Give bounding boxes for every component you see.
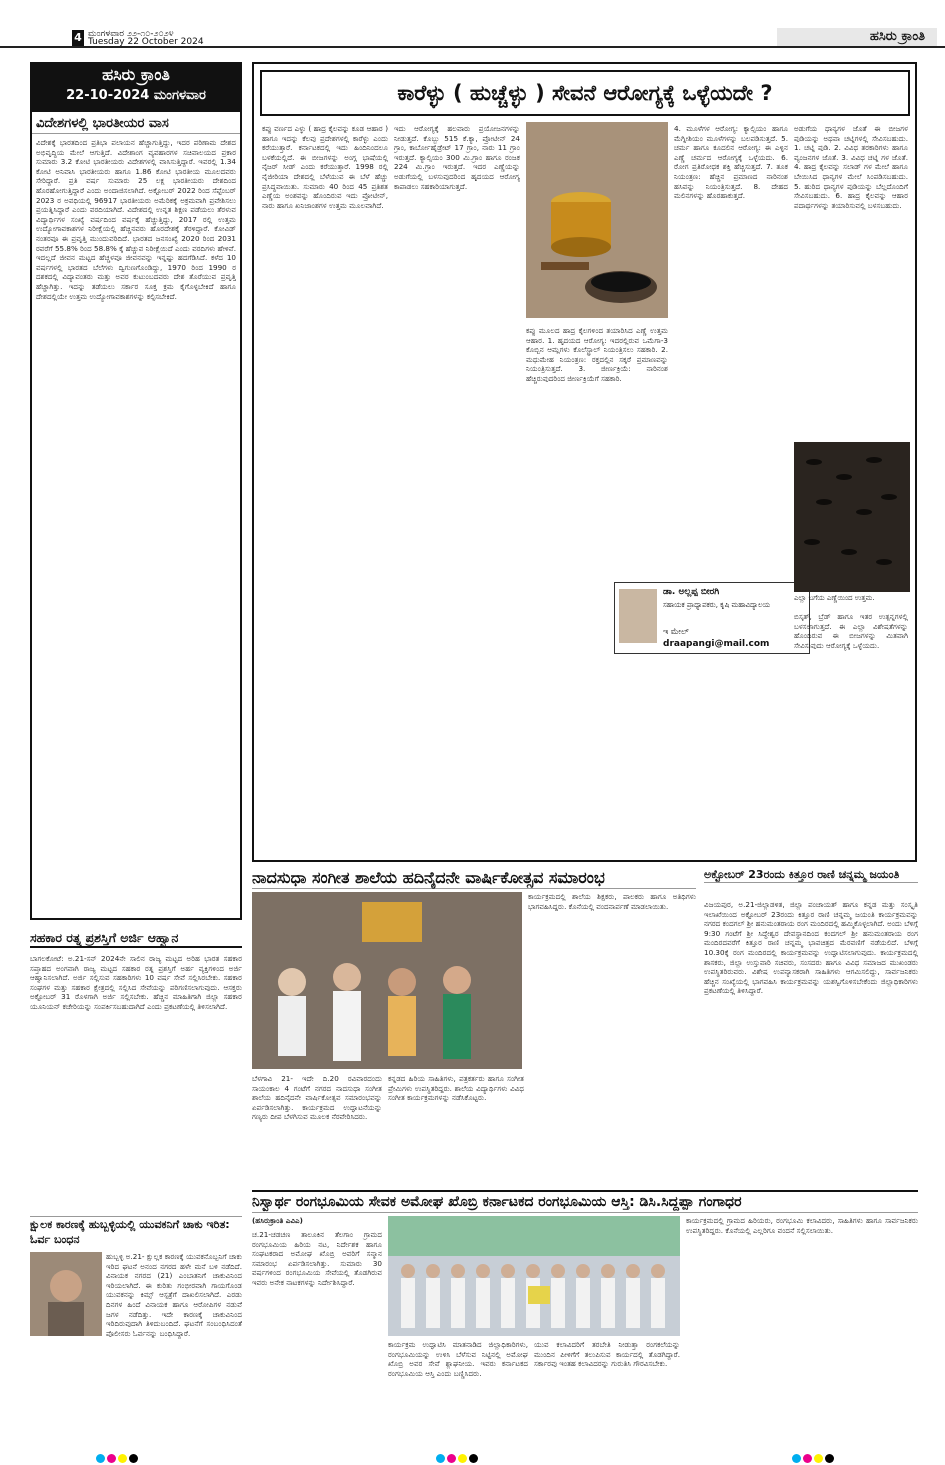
page-number: 4 [72, 30, 84, 46]
left-masthead [32, 64, 240, 112]
ranga-group-photo [388, 1216, 680, 1336]
ranga-dateline: (ಹಸಿರುಕ್ರಾಂತಿ ಎವಿಎ) [252, 1216, 303, 1225]
feature-col-3: ಕಪ್ಪು ಮೂಲದ ಹಾದ್ರ ಕೈಲಗಳಿಂದ ತಯಾರಿಸಿದ ಎಣ್ಣೆ ಉತ್ತಮ ಆಹಾರ. 1. ಹೃದಯದ ಆರೋಗ್ಯ: ಇದರಲ್ಲಿರುವ ಒಮೆಗಾ-3 ಕೊಬ್ಬಿನ ಆಮ್ಲಗಳು ಕೊಲೆಸ್ಟ್ರಾಲ್ ನಿಯಂತ್ರಿಸಲು ಸಹಕಾರಿ. 2. ಮಧುಮೇಹ ನಿಯಂತ್ರಣ: ರಕ್ತದಲ್ಲಿನ ಸಕ್ಕರೆ ಪ್ರಮಾಣವನ್ನು ನಿಯಂತ್ರಿಸುತ್ತದೆ. 3. ಜೀರ್ಣಕ್ರಿಯೆ: ನಾರಿನಂಶ ಹೆಚ್ಚಿರುವುದರಿಂದ ಜೀರ್ಣಕ್ರಿಯೆಗೆ ಸಹಕಾರಿ. [526, 326, 668, 383]
nada-headline: ನಾದಸುಧಾ ಸಂಗೀತ ಶಾಲೆಯ ಹದಿನೈದನೇ ವಾರ್ಷಿಕೋತ್ಸವ ಸಮಾರಂಭ [252, 868, 696, 889]
feature-article [252, 62, 917, 862]
date-english: Tuesday 22 October 2024 [88, 37, 204, 47]
oil-bowl-icon [526, 122, 668, 318]
author-name: ಡಾ. ಅಲ್ಲಪ್ಪ ಬೀರಗಿ [663, 587, 720, 597]
registration-marks-left [96, 1448, 140, 1458]
feature-headline: ಕಾರೆಳ್ಳು ( ಹುಚ್ಚೆಳ್ಳು ) ಸೇವನೆ ಆರೋಗ್ಯಕ್ಕೆ ಒಳ್ಳೆಯದೇ ? [260, 70, 910, 116]
left-masthead-date: 22-10-2024 ಮಂಗಳವಾರ [66, 88, 206, 103]
event-photo-icon [252, 892, 522, 1069]
feature-col-4: 4. ಮೂಳೆಗಳ ಆರೋಗ್ಯ: ಕ್ಯಾಲ್ಸಿಯಂ ಹಾಗೂ ಮೆಗ್ನೀಶಿಯಂ ಮೂಳೆಗಳನ್ನು ಬಲಪಡಿಸುತ್ತದೆ. 5. ಚರ್ಮ ಹಾಗೂ ಕೂದಲಿನ ಆರೋಗ್ಯ: ಈ ಎಳ್ಳಿನ ಎಣ್ಣೆ ಚರ್ಮದ ಆರೋಗ್ಯಕ್ಕೆ ಒಳ್ಳೆಯದು. 6. ರೋಗ ಪ್ರತಿರೋಧಕ ಶಕ್ತಿ ಹೆಚ್ಚಿಸುತ್ತದೆ. 7. ತೂಕ ನಿಯಂತ್ರಣ: ಹೆಚ್ಚಿನ ಪ್ರಮಾಣದ ನಾರಿನಂಶ ಹಸಿವನ್ನು ನಿಯಂತ್ರಿಸುತ್ತದೆ. 8. ದೇಹದ ಮಲಿನಗಳನ್ನು ಹೊರಹಾಕುತ್ತದೆ. [674, 124, 788, 201]
feature-col-1: ಕಪ್ಪು ವರ್ಣದ ಎಳ್ಳು ( ಹಾದ್ರ ಕೈಲವನ್ನು ಕೂಡ ಆಹಾರ ) ಹಾಗೂ ಇದನ್ನು ಕೆಲವು ಪ್ರದೇಶಗಳಲ್ಲಿ ಕಾರೆಳ್ಳು ಎಂದು ಕರೆಯುತ್ತಾರೆ. ಕರ್ನಾಟಕದಲ್ಲಿ ಇದು ಹಿಂದಿನಿಂದಲೂ ಬಳಕೆಯಲ್ಲಿದೆ. ಈ ಬೀಜಗಳನ್ನು ಅಂಗ್ಲ ಭಾಷೆಯಲ್ಲಿ ನೈಜರ್ ಸೀಡ್ ಎಂದು ಕರೆಯುತ್ತಾರೆ. 1998 ರಲ್ಲಿ ನೈಜೀರಿಯಾ ದೇಶದಲ್ಲಿ ಬೆಳೆಯುವ ಈ ಬೆಳೆ ಹೆಚ್ಚು ಪ್ರಸಿದ್ಧವಾಯಿತು. ಸುಮಾರು 40 ರಿಂದ 45 ಪ್ರತಿಶತ ಎಣ್ಣೆಯ ಅಂಶವನ್ನು ಹೊಂದಿರುವ ಇದು ಪ್ರೋಟೀನ್, ನಾರು ಹಾಗೂ ಖನಿಜಾಂಶಗಳ ಉತ್ತಮ ಮೂಲವಾಗಿದೆ. [262, 124, 388, 210]
masthead: ಹಸಿರು ಕ್ರಾಂತಿ [777, 28, 937, 46]
author-title: ಸಹಾಯಕ ಪ್ರಾಧ್ಯಾಪಕರು, ಕೃಷಿ ಮಹಾವಿದ್ಯಾಲಯ [663, 601, 771, 609]
black-seed-photo [794, 442, 910, 592]
page-header [0, 0, 945, 48]
nada-col-2: ಕನ್ನಡದ ಹಿರಿಯ ಸಾಹಿತಿಗಳು, ಪತ್ರಕರ್ತರು ಹಾಗೂ ಸಂಗೀತ ಪ್ರೇಮಿಗಳು ಉಪಸ್ಥಿತರಿದ್ದರು. ಶಾಲೆಯ ವಿದ್ಯಾರ್ಥಿಗಳು ವಿವಿಧ ಸಂಗೀತ ಕಾರ್ಯಕ್ರಮಗಳನ್ನು ನಡೆಸಿಕೊಟ್ಟರು. [388, 1074, 524, 1103]
oil-caption: ಎಲ್ಲಾ ಬಗೆಯ ಎಣ್ಣೆಯಿಂದ ಉತ್ತಮ. [794, 594, 875, 602]
sahakara-headline: ಸಹಕಾರ ರತ್ನ ಪ್ರಶಸ್ತಿಗೆ ಅರ್ಜಿ ಆಹ್ವಾನ [30, 930, 242, 948]
left-headline: ವಿದೇಶಗಳಲ್ಲಿ ಭಾರತೀಯರ ವಾಸ [32, 112, 240, 134]
person-photo-icon [30, 1252, 102, 1336]
chennamma-body: ವಿಜಯಪುರ, ಅ.21-ಜಿಲ್ಲಾಡಳಿತ, ಜಿಲ್ಲಾ ಪಂಚಾಯತ್ ಹಾಗೂ ಕನ್ನಡ ಮತ್ತು ಸಂಸ್ಕೃತಿ ಇಲಾಖೆಯಿಂದ ಅಕ್ಟೋಬರ್ 23ರಂದು ಕಿತ್ತೂರ ರಾಣಿ ಚನ್ನಮ್ಮ ಜಯಂತಿ ಕಾರ್ಯಕ್ರಮವನ್ನು ನಗರದ ಕಂದಗಲ್ ಶ್ರೀ ಹನುಮಂತರಾಯ ರಂಗ ಮಂದಿರದಲ್ಲಿ ಹಮ್ಮಿಕೊಳ್ಳಲಾಗಿದೆ. ಅಂದು ಬೆಳಿಗ್ಗೆ 9:30 ಗಂಟೆಗೆ ಶ್ರೀ ಸಿದ್ಧೇಶ್ವರ ದೇವಸ್ಥಾನದಿಂದ ಕಂದಗಲ್ ಶ್ರೀ ಹನುಮಂತರಾಯ ರಂಗ ಮಂದಿರದವರೆಗೆ ಕಿತ್ತೂರ ರಾಣಿ ಚನ್ನಮ್ಮ ಭಾವಚಿತ್ರದ ಮೆರವಣಿಗೆ ನಡೆಯಲಿದೆ. ಬೆಳಿಗ್ಗೆ 10.30ಕ್ಕೆ ರಂಗ ಮಂದಿರದಲ್ಲಿ ಕಾರ್ಯಕ್ರಮವನ್ನು ಉದ್ಘಾಟಿಸಲಾಗುವುದು. ಕಾರ್ಯಕ್ರಮದಲ್ಲಿ ಶಾಸಕರು, ಜಿಲ್ಲಾ ಉಸ್ತುವಾರಿ ಸಚಿವರು, ಸಂಸದರು ಹಾಗೂ ವಿವಿಧ ಸಮಾಜದ ಮುಖಂಡರು ಉಪಸ್ಥಿತರಿರುವರು. ವಿಶೇಷ ಉಪನ್ಯಾಸಕರಾಗಿ ಸಾಹಿತಿಗಳು ಆಗಮಿಸಲಿದ್ದು, ಸಾರ್ವಜನಿಕರು ಹೆಚ್ಚಿನ ಸಂಖ್ಯೆಯಲ್ಲಿ ಭಾಗವಹಿಸಿ ಕಾರ್ಯಕ್ರಮವನ್ನು ಯಶಸ್ವಿಗೊಳಿಸಬೇಕೆಂದು ಜಿಲ್ಲಾಧಿಕಾರಿಗಳು ಪ್ರಕಟಣೆಯಲ್ಲಿ ತಿಳಿಸಿದ್ದಾರೆ. [704, 900, 918, 996]
registration-marks-center [436, 1448, 480, 1458]
author-email: draapangi@mail.com [663, 639, 770, 649]
nada-col-1: ಬೆಳಗಾವಿ 21- ಇದೇ ದಿ.20 ರವಿವಾರದಂದು ಸಾಯಂಕಾಲ 4 ಗಂಟೆಗೆ ನಗರದ ನಾದಸುಧಾ ಸಂಗೀತ ಶಾಲೆಯ ಹದಿನೈದನೇ ವಾರ್ಷಿಕೋತ್ಸವ ಸಮಾರಂಭವನ್ನು ಏರ್ಪಡಿಸಲಾಗಿತ್ತು. ಕಾರ್ಯಕ್ರಮದ ಉದ್ಘಾಟನೆಯನ್ನು ಗಣ್ಯರು ದೀಪ ಬೆಳಗಿಸುವ ಮೂಲಕ ನೆರವೇರಿಸಿದರು. [252, 1074, 382, 1122]
ranga-headline: ನಿಸ್ವಾರ್ಥ ರಂಗಭೂಮಿಯ ಸೇವಕ ಅಮೋಘ ಖೊಬ್ರಿ ಕರ್ನಾಟಕದ ರಂಗಭೂಮಿಯ ಆಸ್ತಿ: ಡಿಸಿ.ಸಿದ್ದಪ್ಪಾ ಗಂಗಾಧರ [252, 1190, 918, 1213]
ranga-col-4: ಕಾರ್ಯಕ್ರಮದಲ್ಲಿ ಗ್ರಾಮದ ಹಿರಿಯರು, ರಂಗಭೂಮಿ ಕಲಾವಿದರು, ಸಾಹಿತಿಗಳು ಹಾಗೂ ಸಾರ್ವಜನಿಕರು ಉಪಸ್ಥಿತರಿದ್ದರು. ಕೊನೆಯಲ್ಲಿ ಎಲ್ಲರಿಗೂ ವಂದನೆ ಸಲ್ಲಿಸಲಾಯಿತು. [686, 1216, 918, 1235]
seeds-icon [794, 442, 910, 592]
nada-col-3: ಕಾರ್ಯಕ್ರಮದಲ್ಲಿ ಶಾಲೆಯ ಶಿಕ್ಷಕರು, ಪಾಲಕರು ಹಾಗೂ ಅತಿಥಿಗಳು ಭಾಗವಹಿಸಿದ್ದರು. ಕೊನೆಯಲ್ಲಿ ವಂದನಾರ್ಪಣೆ ಮಾಡಲಾಯಿತು. [528, 892, 696, 911]
ranga-col-3: ಯುವ ಕಲಾವಿದರಿಗೆ ತರಬೇತಿ ನೀಡುತ್ತಾ ರಂಗಕಲೆಯನ್ನು ಮುಂದಿನ ಪೀಳಿಗೆಗೆ ತಲುಪಿಸುವ ಕಾರ್ಯದಲ್ಲಿ ತೊಡಗಿದ್ದಾರೆ. ಸರ್ಕಾರವು ಇಂತಹ ಕಲಾವಿದರನ್ನು ಗುರುತಿಸಿ ಗೌರವಿಸಬೇಕು. [534, 1340, 680, 1369]
nada-photo [252, 892, 522, 1069]
left-masthead-title: ಹಸಿರು ಕ್ರಾಂತಿ [102, 65, 170, 84]
hubli-victim-photo [30, 1252, 102, 1336]
registration-marks-right [792, 1448, 836, 1458]
oil-bowl-photo [526, 122, 668, 318]
chennamma-headline: ಅಕ್ಟೋಬರ್ 23ರಂದು ಕಿತ್ತೂರ ರಾಣಿ ಚನ್ನಮ್ಮ ಜಯಂತಿ [704, 868, 918, 883]
left-article-body: ವಿದೇಶಕ್ಕೆ ಭಾರತದಿಂದ ಪ್ರತಿಭಾ ಪಲಾಯನ ಹೆಚ್ಚಾಗುತ್ತಿದ್ದು, ಇದರ ಪರಿಣಾಮ ದೇಶದ ಅಭಿವೃದ್ಧಿಯ ಮೇಲೆ ಆಗುತ್ತಿದೆ. ವಿದೇಶಾಂಗ ವ್ಯವಹಾರಗಳ ಸಚಿವಾಲಯದ ಪ್ರಕಾರ ಸುಮಾರು 3.2 ಕೋಟಿ ಭಾರತೀಯರು ವಿದೇಶಗಳಲ್ಲಿ ವಾಸಿಸುತ್ತಿದ್ದಾರೆ. ಇವರಲ್ಲಿ 1.34 ಕೋಟಿ ಅನಿವಾಸಿ ಭಾರತೀಯರು ಹಾಗೂ 1.86 ಕೋಟಿ ಭಾರತೀಯ ಮೂಲದವರು ಸೇರಿದ್ದಾರೆ. ಪ್ರತಿ ವರ್ಷ ಸುಮಾರು 25 ಲಕ್ಷ ಭಾರತೀಯರು ದೇಶದಿಂದ ಹೊರಹೋಗುತ್ತಿದ್ದಾರೆ ಎಂದು ಅಂದಾಜಿಸಲಾಗಿದೆ. ಅಕ್ಟೋಬರ್ 2022 ರಿಂದ ಸೆಪ್ಟೆಂಬರ್ 2023 ರ ಅವಧಿಯಲ್ಲಿ 96917 ಭಾರತೀಯರು ಅಮೆರಿಕಕ್ಕೆ ಅಕ್ರಮವಾಗಿ ಪ್ರವೇಶಿಸಲು ಪ್ರಯತ್ನಿಸಿದ್ದಾರೆ ಎಂದು ವರದಿಯಾಗಿದೆ. ವಿದೇಶದಲ್ಲಿ ಉನ್ನತ ಶಿಕ್ಷಣ ಪಡೆಯಲು ತೆರಳುವ ವಿದ್ಯಾರ್ಥಿಗಳ ಸಂಖ್ಯೆ ವರ್ಷದಿಂದ ವರ್ಷಕ್ಕೆ ಹೆಚ್ಚುತ್ತಿದ್ದು, 2017 ರಲ್ಲಿ ಉತ್ತಮ ಉದ್ಯೋಗಾವಕಾಶಗಳ ನಿರೀಕ್ಷೆಯಲ್ಲಿ ಹೆಚ್ಚಿನವರು ಹೊರದೇಶಕ್ಕೆ ತೆರಳಿದ್ದಾರೆ. ಕೋವಿಡ್ ನಂತರವೂ ಈ ಪ್ರವೃತ್ತಿ ಮುಂದುವರಿದಿದೆ. ಭಾರತದ ಜನಸಂಖ್ಯೆ 2020 ರಿಂದ 2031 ರವರೆಗೆ 55.8% ರಿಂದ 58.8% ಕ್ಕೆ ಹೆಚ್ಚುವ ನಿರೀಕ್ಷೆಯಿದೆ ಎಂದು ವರದಿಗಳು ಹೇಳಿವೆ. ಇದಲ್ಲದೆ ಜೀವನ ಮಟ್ಟದ ಹೆಚ್ಚಳವೂ ಜೀವನವನ್ನು ಇನ್ನಷ್ಟು ಹದಗೆಡಿಸಿದೆ. ಕಳೆದ 10 ವರ್ಷಗಳಲ್ಲಿ ಭಾರತದ ಬೆಲೆಗಳು ದ್ವಿಗುಣಗೊಂಡಿದ್ದು, 1970 ರಿಂದ 1990 ರ ದಶಕದಲ್ಲಿ ವಿದ್ಯಾವಂತರು ಮತ್ತು ಅವರ ಕುಟುಂಬದವರು ದೇಶ ತೊರೆಯುವ ಪ್ರವೃತ್ತಿ ಹೆಚ್ಚಾಗಿತ್ತು. ಇದನ್ನು ತಡೆಯಲು ಸರ್ಕಾರ ಸೂಕ್ತ ಕ್ರಮ ಕೈಗೊಳ್ಳಬೇಕಿದೆ ಹಾಗೂ ದೇಶದಲ್ಲಿಯೇ ಉತ್ತಮ ಉದ್ಯೋಗಾವಕಾಶಗಳನ್ನು ಕಲ್ಪಿಸಬೇಕಿದೆ. [36, 138, 236, 301]
dateline [88, 30, 204, 46]
date-kannada: ಮಂಗಳವಾರ ೨೨-೧೦-೨೦೨೪ [88, 29, 174, 39]
feature-col-5: ಅಡುಗೆಯ ಧಾನ್ಯಗಳ ಜೊತೆ ಈ ಬೀಜಗಳ ಪುಡಿಯನ್ನು ಅಥವಾ ಚಟ್ನಿಗಳಲ್ಲಿ ಸೇವಿಸಬಹುದು. 1. ಚಟ್ನಿ ಪುಡಿ. 2. ವಿವಿಧ ತರಕಾರಿಗಳು ಹಾಗೂ ವ್ಯಂಜನಗಳ ಜೊತೆ. 3. ವಿವಿಧ ಚಟ್ನಿ ಗಳ ಜೊತೆ. 4. ಹಾದ್ರ ಕೈಲವನ್ನು ಸಲಾಡ್ ಗಳ ಮೇಲೆ ಹಾಗೂ ಬೇಯಿಸಿದ ಧಾನ್ಯಗಳ ಮೇಲೆ ಸಿಂಪಡಿಸಬಹುದು. 5. ಹುರಿದ ಧಾನ್ಯಗಳ ಪುಡಿಯನ್ನು ಬೆಲ್ಲದೊಂದಿಗೆ ಸೇವಿಸಬಹುದು. 6. ಹಾದ್ರ ಕೈಲವನ್ನು ಆಹಾರ ಪದಾರ್ಥಗಳನ್ನು ತಯಾರಿಸುವಲ್ಲಿ ಬಳಸಬಹುದು. [794, 124, 908, 210]
hubli-headline: ಕ್ಷುಲಕ ಕಾರಣಕ್ಕೆ ಹುಬ್ಬಳ್ಳಿಯಲ್ಲಿ ಯುವಕನಿಗೆ ಚಾಕು ಇರಿತ: ಓರ್ವ ಬಂಧನ [30, 1216, 242, 1247]
feature-col-6: ಬಿಸ್ಕತ್, ಬ್ರೆಡ್ ಹಾಗೂ ಇತರ ಉತ್ಪನ್ನಗಳಲ್ಲಿ ಬಳಸಲಾಗುತ್ತದೆ. ಈ ಎಲ್ಲಾ ವಿಶೇಷತೆಗಳನ್ನು ಹೊಂದಿರುವ ಈ ಬೀಜಗಳನ್ನು ಮಿತವಾಗಿ ಸೇವಿಸುವುದು ಆರೋಗ್ಯಕ್ಕೆ ಒಳ್ಳೆಯದು. [794, 612, 908, 650]
author-email-label: ಇ ಮೇಲ್ [663, 627, 689, 636]
left-column [30, 62, 242, 920]
author-photo [619, 589, 657, 643]
ranga-col-2: ಕಾರ್ಯಕ್ರಮ ಉದ್ಘಾಟಿಸಿ ಮಾತನಾಡಿದ ಜಿಲ್ಲಾಧಿಕಾರಿಗಳು, ರಂಗಭೂಮಿಯನ್ನು ಉಳಿಸಿ ಬೆಳೆಸುವ ನಿಟ್ಟಿನಲ್ಲಿ ಅಮೋಘ ಖೊಬ್ರಿ ಅವರ ಸೇವೆ ಶ್ಲಾಘನೀಯ. ಇವರು ಕರ್ನಾಟಕದ ರಂಗಭೂಮಿಯ ಆಸ್ತಿ ಎಂದು ಬಣ್ಣಿಸಿದರು. [388, 1340, 528, 1378]
sahakara-body: ಬಾಗಲಕೋಟೆ: ಅ.21-ಸನ್ 2024ನೇ ಸಾಲಿನ ರಾಜ್ಯ ಮಟ್ಟದ ಅರಿಹ ಭಾರತ ಸಹಕಾರ ಸಪ್ತಾಹದ ಅಂಗವಾಗಿ ರಾಜ್ಯ ಮಟ್ಟದ ಸಹಕಾರ ರತ್ನ ಪ್ರಶಸ್ತಿಗೆ ಅರ್ಹ ವ್ಯಕ್ತಿಗಳಿಂದ ಅರ್ಜಿ ಆಹ್ವಾನಿಸಲಾಗಿದೆ. ಅರ್ಜಿ ಸಲ್ಲಿಸುವ ಸಹಕಾರಿಗಳು 10 ವರ್ಷ ಸೇವೆ ಸಲ್ಲಿಸಿರಬೇಕು. ಸಹಕಾರ ಸಂಘಗಳ ಮತ್ತು ಸಹಕಾರ ಕ್ಷೇತ್ರದಲ್ಲಿ ಸಲ್ಲಿಸಿದ ಸೇವೆಯನ್ನು ಪರಿಗಣಿಸಲಾಗುವುದು. ಆಸಕ್ತರು ಅಕ್ಟೋಬರ್ 31 ರೊಳಗಾಗಿ ಅರ್ಜಿ ಸಲ್ಲಿಸಬೇಕು. ಹೆಚ್ಚಿನ ಮಾಹಿತಿಗಾಗಿ ಜಿಲ್ಲಾ ಸಹಕಾರ ಯೂನಿಯನ್ ಕಚೇರಿಯನ್ನು ಸಂಪರ್ಕಿಸಬಹುದಾಗಿದೆ ಎಂದು ಪ್ರಕಟಣೆಯಲ್ಲಿ ತಿಳಿಸಲಾಗಿದೆ. [30, 954, 242, 1011]
hubli-body: ಹುಬ್ಬಳ್ಳಿ ಅ.21- ಕ್ಷುಲ್ಲಕ ಕಾರಣಕ್ಕೆ ಯುವಕನೊಬ್ಬನಿಗೆ ಚಾಕು ಇರಿದ ಘಟನೆ ಅನಂದ ನಗರದ ಹಳೇ ಮನೆ ಬಳಿ ನಡೆದಿದೆ. ವಿನಾಯಕ ನಗರದ (21) ಎಂಬಾತನಿಗೆ ಚಾಕುವಿನಿಂದ ಇರಿಯಲಾಗಿದೆ. ಈ ಕುರಿತು ಗಂಭೀರವಾಗಿ ಗಾಯಗೊಂಡ ಯುವಕನನ್ನು ಕಿಮ್ಸ್ ಆಸ್ಪತ್ರೆಗೆ ದಾಖಲಿಸಲಾಗಿದೆ. ಎರಡು ದಿನಗಳ ಹಿಂದೆ ವಿನಾಯಕ ಹಾಗೂ ಆರೋಪಿಗಳ ನಡುವೆ ಜಗಳ ನಡೆದಿತ್ತು. ಇದೇ ಕಾರಣಕ್ಕೆ ಚಾಕುವಿನಿಂದ ಇರಿದಿರುವುದಾಗಿ ತಿಳಿದುಬಂದಿದೆ. ಘಟನೆಗೆ ಸಂಬಂಧಿಸಿದಂತೆ ಪೊಲೀಸರು ಓರ್ವನನ್ನು ಬಂಧಿಸಿದ್ದಾರೆ. [106, 1252, 242, 1338]
ranga-col-1: ಚ.21-ಚಡಚಣ ತಾಲೂಕಿನ ತೆಲಗಾಂ ಗ್ರಾಮದ ರಂಗಭೂಮಿಯ ಹಿರಿಯ ನಟ, ನಿರ್ದೇಶಕ ಹಾಗೂ ಸಂಘಟಕರಾದ ಅಮೋಘ ಖೊಬ್ರಿ ಅವರಿಗೆ ಸನ್ಮಾನ ಸಮಾರಂಭ ಏರ್ಪಡಿಸಲಾಗಿತ್ತು. ಸುಮಾರು 30 ವರ್ಷಗಳಿಂದ ರಂಗಭೂಮಿಯ ಸೇವೆಯಲ್ಲಿ ತೊಡಗಿರುವ ಇವರು ಅನೇಕ ನಾಟಕಗಳನ್ನು ನಿರ್ದೇಶಿಸಿದ್ದಾರೆ. [252, 1230, 382, 1287]
group-photo-icon [388, 1216, 680, 1336]
feature-col-2: ಇದು ಆರೋಗ್ಯಕ್ಕೆ ಹಲವಾರು ಪ್ರಯೋಜನಗಳನ್ನು ನೀಡುತ್ತದೆ. ಕೊಬ್ಬು 515 ಕೆ.ಕ್ಯಾ, ಪ್ರೋಟೀನ್ 24 ಗ್ರಾಂ, ಕಾರ್ಬೋಹೈಡ್ರೇಟ್ 17 ಗ್ರಾಂ, ನಾರು 11 ಗ್ರಾಂ ಇರುತ್ತದೆ. ಕ್ಯಾಲ್ಸಿಯಂ 300 ಮಿ.ಗ್ರಾಂ ಹಾಗೂ ರಂಜಕ 224 ಮಿ.ಗ್ರಾಂ ಇರುತ್ತದೆ. ಇದರ ಎಣ್ಣೆಯನ್ನು ಅಡುಗೆಯಲ್ಲಿ ಬಳಸುವುದರಿಂದ ಹೃದಯದ ಆರೋಗ್ಯ ಕಾಪಾಡಲು ಸಹಕಾರಿಯಾಗುತ್ತದೆ. [394, 124, 520, 191]
